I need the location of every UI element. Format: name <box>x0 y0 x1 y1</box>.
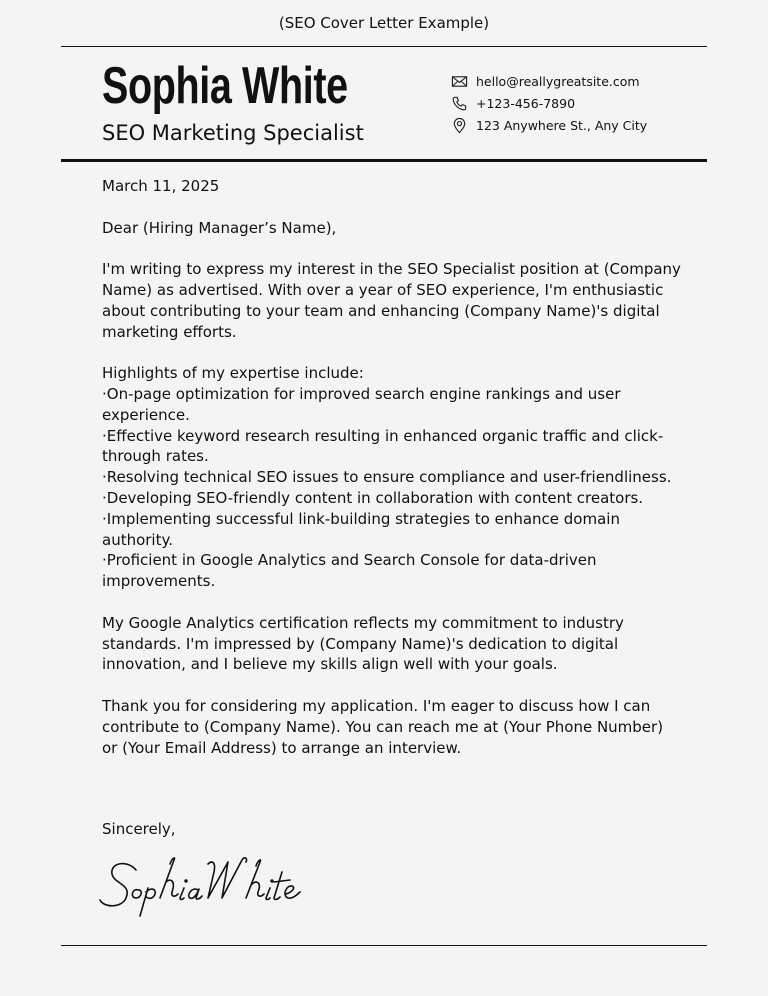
top-divider <box>61 46 707 47</box>
letter-greeting: Dear (Hiring Manager’s Name), <box>102 218 337 237</box>
list-item: · Resolving technical SEO issues to ensure compliance and user-friendliness. <box>102 467 682 488</box>
applicant-name: Sophia White <box>102 57 348 115</box>
list-item: · Developing SEO-friendly content in collaboration with content creators. <box>102 488 682 509</box>
location-pin-icon <box>450 116 468 134</box>
bottom-divider <box>61 945 707 946</box>
list-item: · Implementing successful link-building strategies to enhance domain authority. <box>102 509 682 551</box>
contact-block <box>450 70 647 136</box>
letter-body <box>102 176 682 779</box>
contact-phone <box>450 92 647 114</box>
contact-email <box>450 70 647 92</box>
letter-closing: Sincerely, <box>102 820 176 838</box>
list-item: · Proficient in Google Analytics and Search Console for data-driven improvements. <box>102 550 682 592</box>
list-item: · Effective keyword research resulting in enhanced organic traffic and click-through rates. <box>102 426 682 468</box>
intro-paragraph: I'm writing to express my interest in the SEO Specialist position at (Company Name) as advertised. With over a year of SEO experience, I'm enthusiastic about contributing to your team and enhancing (Company Name)'s digital marketing efforts. <box>102 260 681 341</box>
contact-address-text: 123 Anywhere St., Any City <box>476 117 648 133</box>
contact-phone-text: +123-456-7890 <box>476 95 576 111</box>
highlights-list <box>102 384 682 592</box>
phone-icon <box>450 94 468 112</box>
contact-email-text: hello@reallygreatsite.com <box>476 73 640 89</box>
highlights-heading: Highlights of my expertise include: <box>102 364 364 383</box>
second-paragraph: My Google Analytics certification reflects my commitment to industry standards. I'm impressed by (Company Name)'s dedication to digital innovation, and I believe my skills align well with your goals. <box>102 613 624 674</box>
contact-address <box>450 114 647 136</box>
applicant-title: SEO Marketing Specialist <box>102 121 364 145</box>
third-paragraph: Thank you for considering my application. I'm eager to discuss how I can contribute to (Company Name). You can reach me at (Your Phone Number) or (Your Email Address) to arrange an interview. <box>102 696 664 757</box>
handwritten-signature <box>96 852 326 922</box>
list-item: · On-page optimization for improved search engine rankings and user experience. <box>102 384 682 426</box>
header-divider <box>61 159 707 162</box>
letter-date: March 11, 2025 <box>102 177 220 195</box>
envelope-icon <box>450 72 468 90</box>
document-caption: (SEO Cover Letter Example) <box>278 14 490 32</box>
